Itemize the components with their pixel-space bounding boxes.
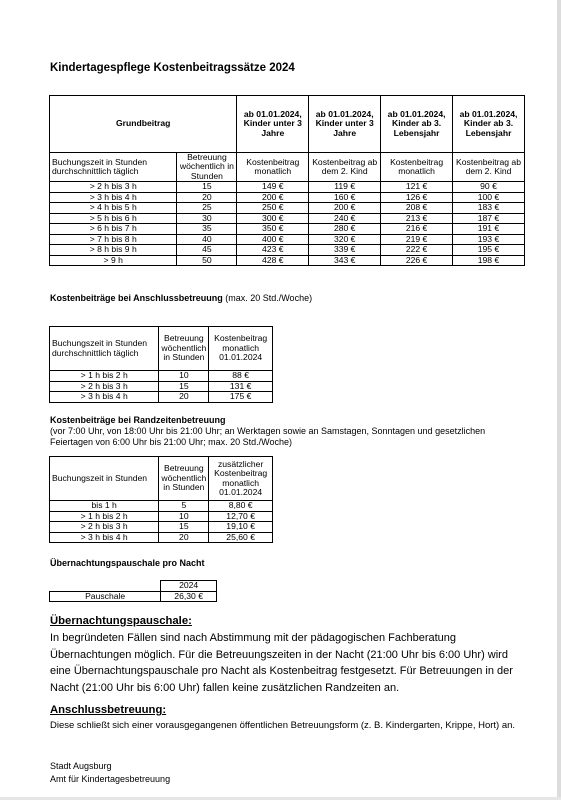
table-cell: 90 €	[453, 182, 525, 193]
table-cell: 119 €	[309, 182, 381, 193]
anschluss-paragraph-heading: Anschlussbetreuung:	[50, 704, 167, 716]
table-row	[50, 522, 273, 533]
table-cell: > 2 h bis 3 h	[50, 522, 159, 533]
anschluss-heading-bold: Kostenbeiträge bei Anschlussbetreuung	[50, 293, 223, 303]
column-header: Betreuung wöchentlich in Stunden	[159, 457, 209, 501]
randzeiten-note: (vor 7:00 Uhr, von 18:00 Uhr bis 21:00 Uhr; an Werktagen sowie an Samstagen, Sonntagen und gesetzlichen Feiertagen von 6:00 Uhr bis 21:00 Uhr; max. 20 Std./Woche)	[50, 426, 486, 447]
sub-header: Kostenbeitrag monatlich	[381, 153, 453, 182]
table-row	[50, 234, 525, 245]
year-header: 2024	[161, 581, 217, 592]
column-header: ab 01.01.2024, Kinder ab 3. Lebensjahr	[453, 96, 525, 153]
table-cell: 149 €	[237, 182, 309, 193]
table-cell: > 6 h bis 7 h	[50, 224, 177, 235]
table-cell: > 7 h bis 8 h	[50, 234, 177, 245]
sub-header: Kostenbeitrag ab dem 2. Kind	[453, 153, 525, 182]
pauschale-table	[49, 580, 217, 602]
table-cell: 208 €	[381, 203, 453, 214]
table-cell: > 3 h bis 4 h	[50, 392, 159, 403]
table-cell: 50	[177, 255, 237, 266]
table-cell: > 1 h bis 2 h	[50, 371, 159, 382]
uebernachtung-heading: Übernachtungspauschale pro Nacht	[50, 558, 205, 568]
table-cell: 30	[177, 213, 237, 224]
pauschale-value: 26,30 €	[161, 591, 217, 602]
sub-header: Kostenbeitrag monatlich	[237, 153, 309, 182]
table-cell: 15	[159, 522, 209, 533]
empty-cell	[50, 581, 161, 592]
table-cell: 240 €	[309, 213, 381, 224]
table-cell: 10	[159, 511, 209, 522]
table-cell: > 3 h bis 4 h	[50, 532, 159, 543]
table-cell: 131 €	[209, 381, 273, 392]
table-cell: 10	[159, 371, 209, 382]
table-cell: 280 €	[309, 224, 381, 235]
document-title: Kindertagespflege Kostenbeitragssätze 2024	[50, 62, 295, 74]
uebernachtung-paragraph: In begründeten Fällen sind nach Abstimmung mit der pädagogischen Fachberatung Übernachtungen möglich. Für die Betreuungszeiten in der Nacht (21:00 Uhr bis 6:00 Uhr) wird eine Übernachtungspauschale pro Nacht als Kostenbeitrag festgesetzt. Für Betreuungen in der Nacht (21:00 Uhr bis 6:00 Uhr) fallen keine zusätzlichen Randzeiten an.	[50, 632, 513, 694]
table-cell: 216 €	[381, 224, 453, 235]
table-cell: > 8 h bis 9 h	[50, 245, 177, 256]
table-cell: 20	[159, 532, 209, 543]
table-cell: 226 €	[381, 255, 453, 266]
table-cell: 88 €	[209, 371, 273, 382]
anschluss-heading-note: (max. 20 Std./Woche)	[222, 293, 313, 303]
table-cell: 213 €	[381, 213, 453, 224]
table-cell: > 1 h bis 2 h	[50, 511, 159, 522]
page-edge-right	[557, 0, 561, 800]
table-cell: 25,60 €	[209, 532, 273, 543]
sub-header: Kostenbeitrag ab dem 2. Kind	[309, 153, 381, 182]
table-row	[50, 511, 273, 522]
column-header: ab 01.01.2024, Kinder unter 3 Jahre	[309, 96, 381, 153]
column-header: Kostenbeitrag monatlich 01.01.2024	[209, 327, 273, 371]
table-cell: 126 €	[381, 192, 453, 203]
table-cell: 343 €	[309, 255, 381, 266]
table-cell: 35	[177, 224, 237, 235]
table-cell: 428 €	[237, 255, 309, 266]
table-cell: 222 €	[381, 245, 453, 256]
table-cell: 40	[177, 234, 237, 245]
table-cell: 350 €	[237, 224, 309, 235]
table-cell: 423 €	[237, 245, 309, 256]
randzeiten-table	[49, 456, 273, 543]
table-cell: 193 €	[453, 234, 525, 245]
table-row	[50, 255, 525, 266]
table-cell: 183 €	[453, 203, 525, 214]
table-cell: > 2 h bis 3 h	[50, 381, 159, 392]
sub-header: Betreuung wöchentlich in Stunden	[177, 153, 237, 182]
table-cell: 121 €	[381, 182, 453, 193]
table-cell: 15	[159, 381, 209, 392]
table-cell: 200 €	[309, 203, 381, 214]
anschluss-table	[49, 326, 273, 403]
table-row	[50, 381, 273, 392]
table-row	[50, 224, 525, 235]
column-header: Betreuung wöchentlich in Stunden	[159, 327, 209, 371]
uebernachtung-paragraph-heading: Übernachtungspauschale:	[50, 615, 192, 627]
table-row	[50, 182, 525, 193]
table-cell: 198 €	[453, 255, 525, 266]
table-cell: 250 €	[237, 203, 309, 214]
table-cell: 187 €	[453, 213, 525, 224]
table-row	[50, 532, 273, 543]
table-cell: 320 €	[309, 234, 381, 245]
column-header: Buchungszeit in Stunden	[50, 457, 159, 501]
anschluss-paragraph: Diese schließt sich einer vorausgegangenen öffentlichen Betreuungsform (z. B. Kindergarten, Krippe, Hort) an.	[50, 720, 516, 731]
table-cell: 339 €	[309, 245, 381, 256]
table-cell: > 4 h bis 5 h	[50, 203, 177, 214]
column-header: zusätzlicher Kostenbeitrag monatlich 01.01.2024	[209, 457, 273, 501]
table-row	[50, 213, 525, 224]
table-row	[50, 192, 525, 203]
table-row	[50, 371, 273, 382]
table-row	[50, 203, 525, 214]
table-cell: 15	[177, 182, 237, 193]
table-cell: 20	[159, 392, 209, 403]
table-cell: 5	[159, 501, 209, 512]
table-cell: > 3 h bis 4 h	[50, 192, 177, 203]
table-cell: 200 €	[237, 192, 309, 203]
table-cell: 160 €	[309, 192, 381, 203]
table-cell: 175 €	[209, 392, 273, 403]
table-cell: 12,70 €	[209, 511, 273, 522]
column-header: Buchungszeit in Stunden durchschnittlich täglich	[50, 327, 159, 371]
column-header: ab 01.01.2024, Kinder unter 3 Jahre	[237, 96, 309, 153]
table-cell: > 5 h bis 6 h	[50, 213, 177, 224]
footer-office: Amt für Kindertagesbetreuung	[50, 774, 171, 784]
table-cell: > 9 h	[50, 255, 177, 266]
table-row	[50, 392, 273, 403]
table-cell: 191 €	[453, 224, 525, 235]
table-cell: 8,80 €	[209, 501, 273, 512]
table-cell: 20	[177, 192, 237, 203]
table-row	[50, 591, 217, 602]
anschluss-heading	[50, 293, 312, 303]
randzeiten-heading: Kostenbeiträge bei Randzeitenbetreuung	[50, 415, 226, 425]
table-cell: 300 €	[237, 213, 309, 224]
table-row	[50, 501, 273, 512]
table-cell: 100 €	[453, 192, 525, 203]
pauschale-label: Pauschale	[50, 591, 161, 602]
grundbeitrag-table	[49, 95, 525, 266]
column-header: ab 01.01.2024, Kinder ab 3. Lebensjahr	[381, 96, 453, 153]
sub-header: Buchungszeit in Stunden durchschnittlich täglich	[50, 153, 177, 182]
table-cell: bis 1 h	[50, 501, 159, 512]
table-row	[50, 245, 525, 256]
table-cell: > 2 h bis 3 h	[50, 182, 177, 193]
table-cell: 219 €	[381, 234, 453, 245]
table-cell: 195 €	[453, 245, 525, 256]
footer-city: Stadt Augsburg	[50, 761, 112, 771]
table-cell: 45	[177, 245, 237, 256]
table-cell: 25	[177, 203, 237, 214]
grundbeitrag-header: Grundbeitrag	[50, 96, 237, 153]
table-cell: 400 €	[237, 234, 309, 245]
table-cell: 19,10 €	[209, 522, 273, 533]
